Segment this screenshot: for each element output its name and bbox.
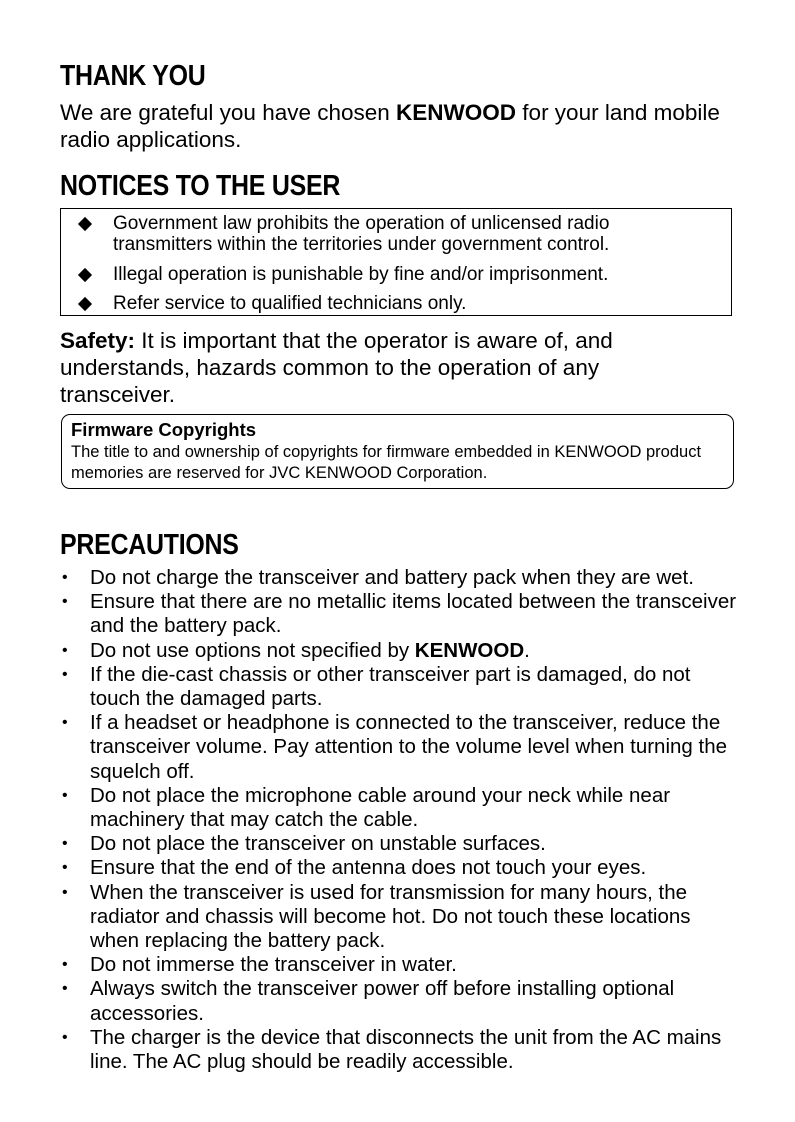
bullet-icon: •: [62, 1028, 68, 1046]
precautions-list: [60, 566, 740, 1074]
bullet-icon: •: [62, 883, 68, 901]
precaution-text: The charger is the device that disconnects the unit from the AC mains line. The AC plug should be readily accessible.: [90, 1025, 722, 1074]
precaution-text: Do not place the microphone cable around your neck while near machinery that may catch the cable.: [90, 783, 671, 832]
list-item: [60, 953, 740, 977]
firmware-text: The title to and ownership of copyrights for firmware embedded in KENWOOD product memories are reserved for JVC KENWOOD Corporation.: [71, 443, 702, 482]
precaution-text-end: .: [524, 638, 530, 662]
list-item: [60, 663, 740, 711]
diamond-bullet-icon: [78, 217, 92, 231]
bullet-icon: •: [62, 956, 68, 974]
list-item: [60, 832, 740, 856]
list-item: [60, 856, 740, 880]
precaution-text: When the transceiver is used for transmission for many hours, the radiator and chassis will become hot. Do not touch these locations when replacing the battery pack.: [90, 880, 691, 953]
notice-item: Illegal operation is punishable by fine and/or imprisonment.: [113, 264, 609, 285]
precaution-text: If the die-cast chassis or other transceiver part is damaged, do not touch the damaged parts.: [90, 662, 691, 711]
safety-text: It is important that the operator is aware of, and understands, hazards common to the operation of any transceiver.: [60, 328, 613, 407]
list-item: [60, 711, 740, 784]
bullet-icon: •: [62, 859, 68, 877]
notice-item: Refer service to qualified technicians only.: [113, 293, 467, 314]
list-item: [60, 977, 740, 1025]
brand-name: KENWOOD: [414, 638, 525, 662]
precautions-heading: PRECAUTIONS: [60, 529, 239, 561]
precaution-text-start: Do not use options not specified by: [90, 638, 415, 662]
bullet-icon: •: [62, 593, 68, 611]
bullet-icon: •: [62, 665, 68, 683]
safety-label: Safety:: [60, 328, 136, 353]
brand-name: KENWOOD: [396, 100, 517, 125]
precaution-text: If a headset or headphone is connected to the transceiver, reduce the transceiver volume. Pay attention to the volume level when turning the squelch off.: [90, 711, 727, 783]
bullet-icon: •: [62, 569, 68, 586]
safety-paragraph: [60, 327, 700, 408]
notices-heading: NOTICES TO THE USER: [60, 170, 341, 202]
precaution-text: Ensure that the end of the antenna does not touch your eyes.: [90, 856, 647, 880]
bullet-icon: •: [62, 835, 68, 853]
precaution-text: Ensure that there are no metallic items located between the transceiver and the battery pack.: [90, 590, 737, 638]
firmware-copyrights-box: [61, 414, 734, 489]
bullet-icon: •: [62, 980, 68, 998]
list-item: [60, 639, 740, 663]
list-item: [60, 590, 740, 638]
thank-you-paragraph: [60, 99, 740, 153]
list-item: [60, 881, 740, 954]
notices-box: [60, 208, 732, 316]
list-item: [60, 566, 740, 590]
thank-you-heading: THANK YOU: [60, 60, 206, 92]
precaution-text: Do not charge the transceiver and battery pack when they are wet.: [90, 566, 694, 589]
precaution-text: Do not immerse the transceiver in water.: [90, 953, 457, 977]
list-item: [60, 1026, 740, 1074]
diamond-bullet-icon: [78, 268, 92, 282]
precaution-text: Always switch the transceiver power off before installing optional accessories.: [90, 977, 675, 1025]
notice-item: Government law prohibits the operation of unlicensed radio transmitters within the territories under government control.: [113, 213, 610, 255]
precaution-text: Do not place the transceiver on unstable surfaces.: [90, 832, 546, 856]
diamond-bullet-icon: [78, 297, 92, 311]
list-item: [60, 784, 740, 832]
thank-you-text-end: for your land mobile radio applications.: [60, 100, 720, 152]
bullet-icon: •: [62, 786, 68, 804]
precaution-text: [90, 639, 530, 662]
bullet-icon: •: [62, 641, 68, 659]
firmware-title: Firmware Copyrights: [71, 419, 257, 440]
thank-you-text-start: We are grateful you have chosen: [60, 100, 397, 125]
bullet-icon: •: [62, 714, 68, 732]
